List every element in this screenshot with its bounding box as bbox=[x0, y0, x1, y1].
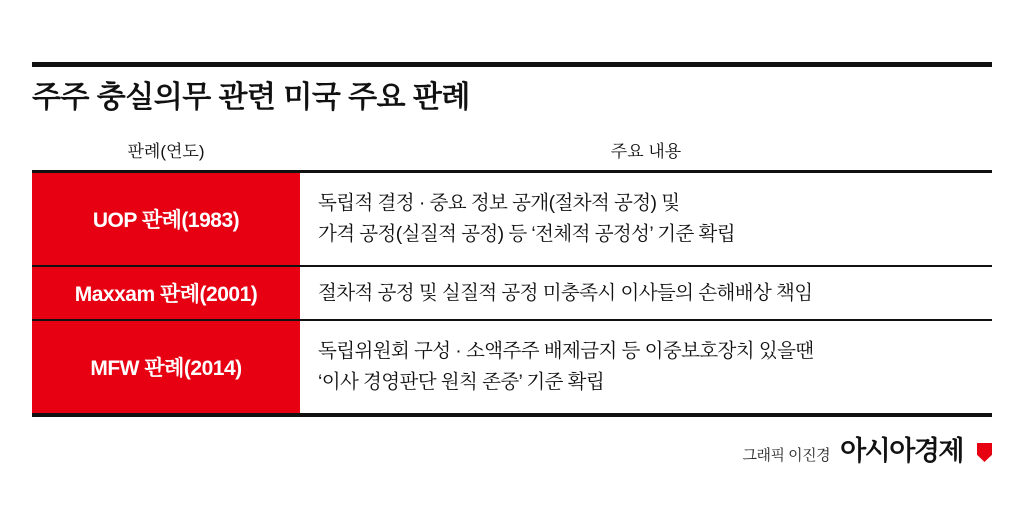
brand-logo-icon bbox=[977, 443, 992, 462]
description-line: ‘이사 경영판단 원칙 존중’ 기준 확립 bbox=[318, 371, 605, 393]
table-row bbox=[32, 321, 992, 417]
case-label: UOP 판례(1983) bbox=[32, 173, 300, 265]
case-description bbox=[300, 321, 992, 413]
page-title: 주주 충실의무 관련 미국 주요 판례 bbox=[32, 81, 470, 114]
cases-table bbox=[32, 130, 992, 417]
case-description bbox=[300, 267, 992, 319]
table-row bbox=[32, 267, 992, 321]
description-line: 가격 공정(실질적 공정) 등 ‘전체적 공정성’ 기준 확립 bbox=[318, 223, 735, 245]
column-header-content: 주요 내용 bbox=[610, 141, 682, 161]
table-header-row bbox=[32, 130, 992, 168]
column-header-case: 판례(연도) bbox=[127, 141, 205, 161]
top-divider bbox=[32, 62, 992, 67]
description-line: 독립적 결정 · 중요 정보 공개(절차적 공정) 및 bbox=[318, 192, 680, 214]
description-line: 독립위원회 구성 · 소액주주 배제금지 등 이중보호장치 있을땐 bbox=[318, 340, 814, 362]
case-label: Maxxam 판례(2001) bbox=[32, 267, 300, 319]
graphic-credit: 그래픽 이진경 bbox=[742, 447, 831, 464]
footer bbox=[742, 429, 992, 468]
case-description bbox=[300, 173, 992, 265]
table-row bbox=[32, 173, 992, 267]
case-label: MFW 판례(2014) bbox=[32, 321, 300, 413]
brand-name: 아시아경제 bbox=[840, 436, 963, 466]
description-line: 절차적 공정 및 실질적 공정 미충족시 이사들의 손해배상 책임 bbox=[318, 281, 813, 304]
